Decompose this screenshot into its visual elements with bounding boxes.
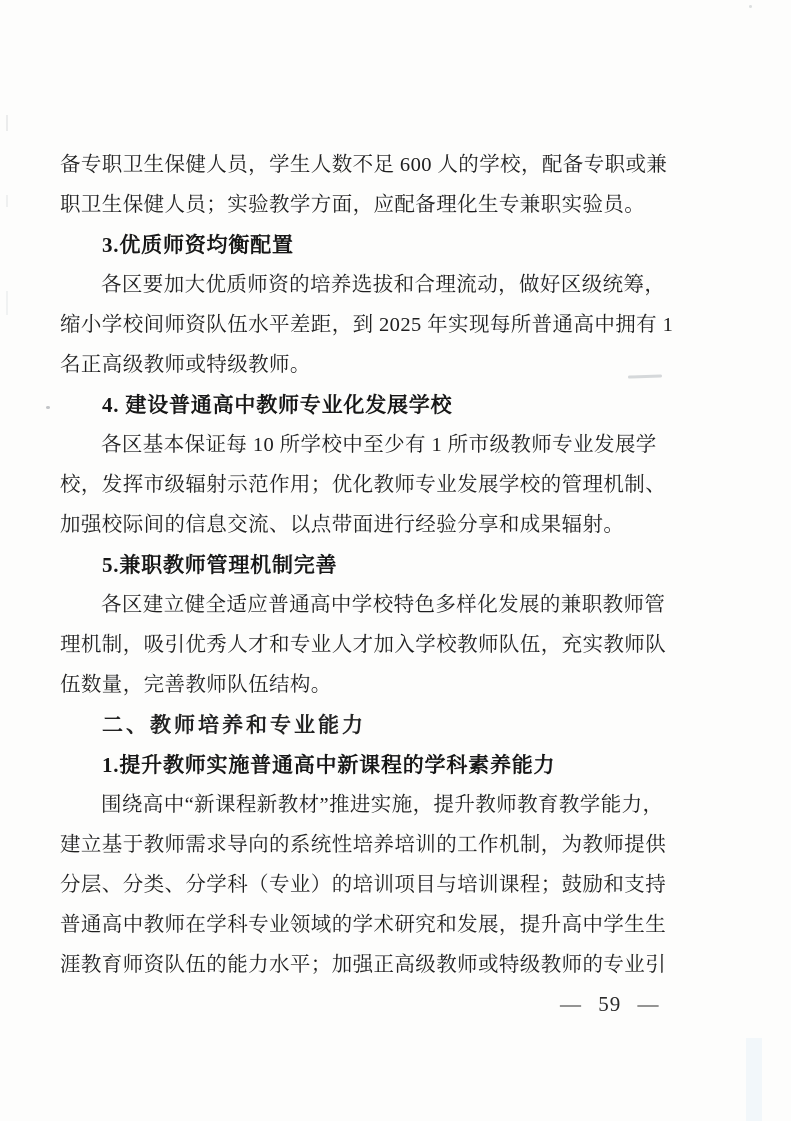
- part-2-section-1-line: 涯教育师资队伍的能力水平；加强正高级教师或特级教师的专业引: [60, 954, 667, 976]
- scan-speck: [749, 5, 752, 8]
- carryover-paragraph-line: 备专职卫生保健人员，学生人数不足 600 人的学校，配备专职或兼: [60, 154, 668, 176]
- part-2-section-1-line: 围绕高中“新课程新教材”推进实施，提升教师教育教学能力，: [101, 794, 664, 816]
- section-5-line: 理机制，吸引优秀人才和专业人才加入学校教师队伍，充实教师队: [60, 634, 667, 656]
- part-2-section-1-line: 分层、分类、分学科（专业）的培训项目与培训课程；鼓励和支持: [60, 874, 667, 896]
- part-2-section-1-line: 建立基于教师需求导向的系统性培养培训的工作机制，为教师提供: [60, 834, 667, 856]
- section-4-line: 加强校际间的信息交流、以点带面进行经验分享和成果辐射。: [60, 514, 625, 536]
- section-5-line: 伍数量，完善教师队伍结构。: [60, 674, 332, 696]
- section-3-line: 各区要加大优质师资的培养选拔和合理流动，做好区级统筹，: [101, 274, 666, 296]
- scan-edge-marks: [6, 115, 8, 315]
- scan-speck: [46, 406, 50, 409]
- scan-tint-band: [746, 1038, 762, 1121]
- section-3-line: 名正高级教师或特级教师。: [60, 354, 311, 376]
- page-number: — 59 —: [560, 992, 660, 1016]
- section-4-line: 各区基本保证每 10 所学校中至少有 1 所市级教师专业发展学: [101, 434, 657, 456]
- carryover-paragraph-line: 职卫生保健人员；实验教学方面，应配备理化生专兼职实验员。: [60, 194, 646, 216]
- part-2-section-1-line: 普通高中教师在学科专业领域的学术研究和发展，提升高中学生生: [60, 914, 667, 936]
- section-3-line: 缩小学校间师资队伍水平差距，到 2025 年实现每所普通高中拥有 1: [60, 314, 674, 336]
- part-2-section-1-heading: 1.提升教师实施普通高中新课程的学科素养能力: [102, 753, 556, 777]
- section-3-heading: 3.优质师资均衡配置: [102, 233, 294, 257]
- section-5-line: 各区建立健全适应普通高中学校特色多样化发展的兼职教师管: [101, 594, 666, 616]
- section-4-heading: 4. 建设普通高中教师专业化发展学校: [102, 393, 453, 417]
- section-4-line: 校，发挥市级辐射示范作用；优化教师专业发展学校的管理机制、: [60, 474, 667, 496]
- part-2-heading: 二、教师培养和专业能力: [102, 713, 366, 737]
- section-5-heading: 5.兼职教师管理机制完善: [102, 553, 338, 577]
- document-body: [60, 145, 740, 985]
